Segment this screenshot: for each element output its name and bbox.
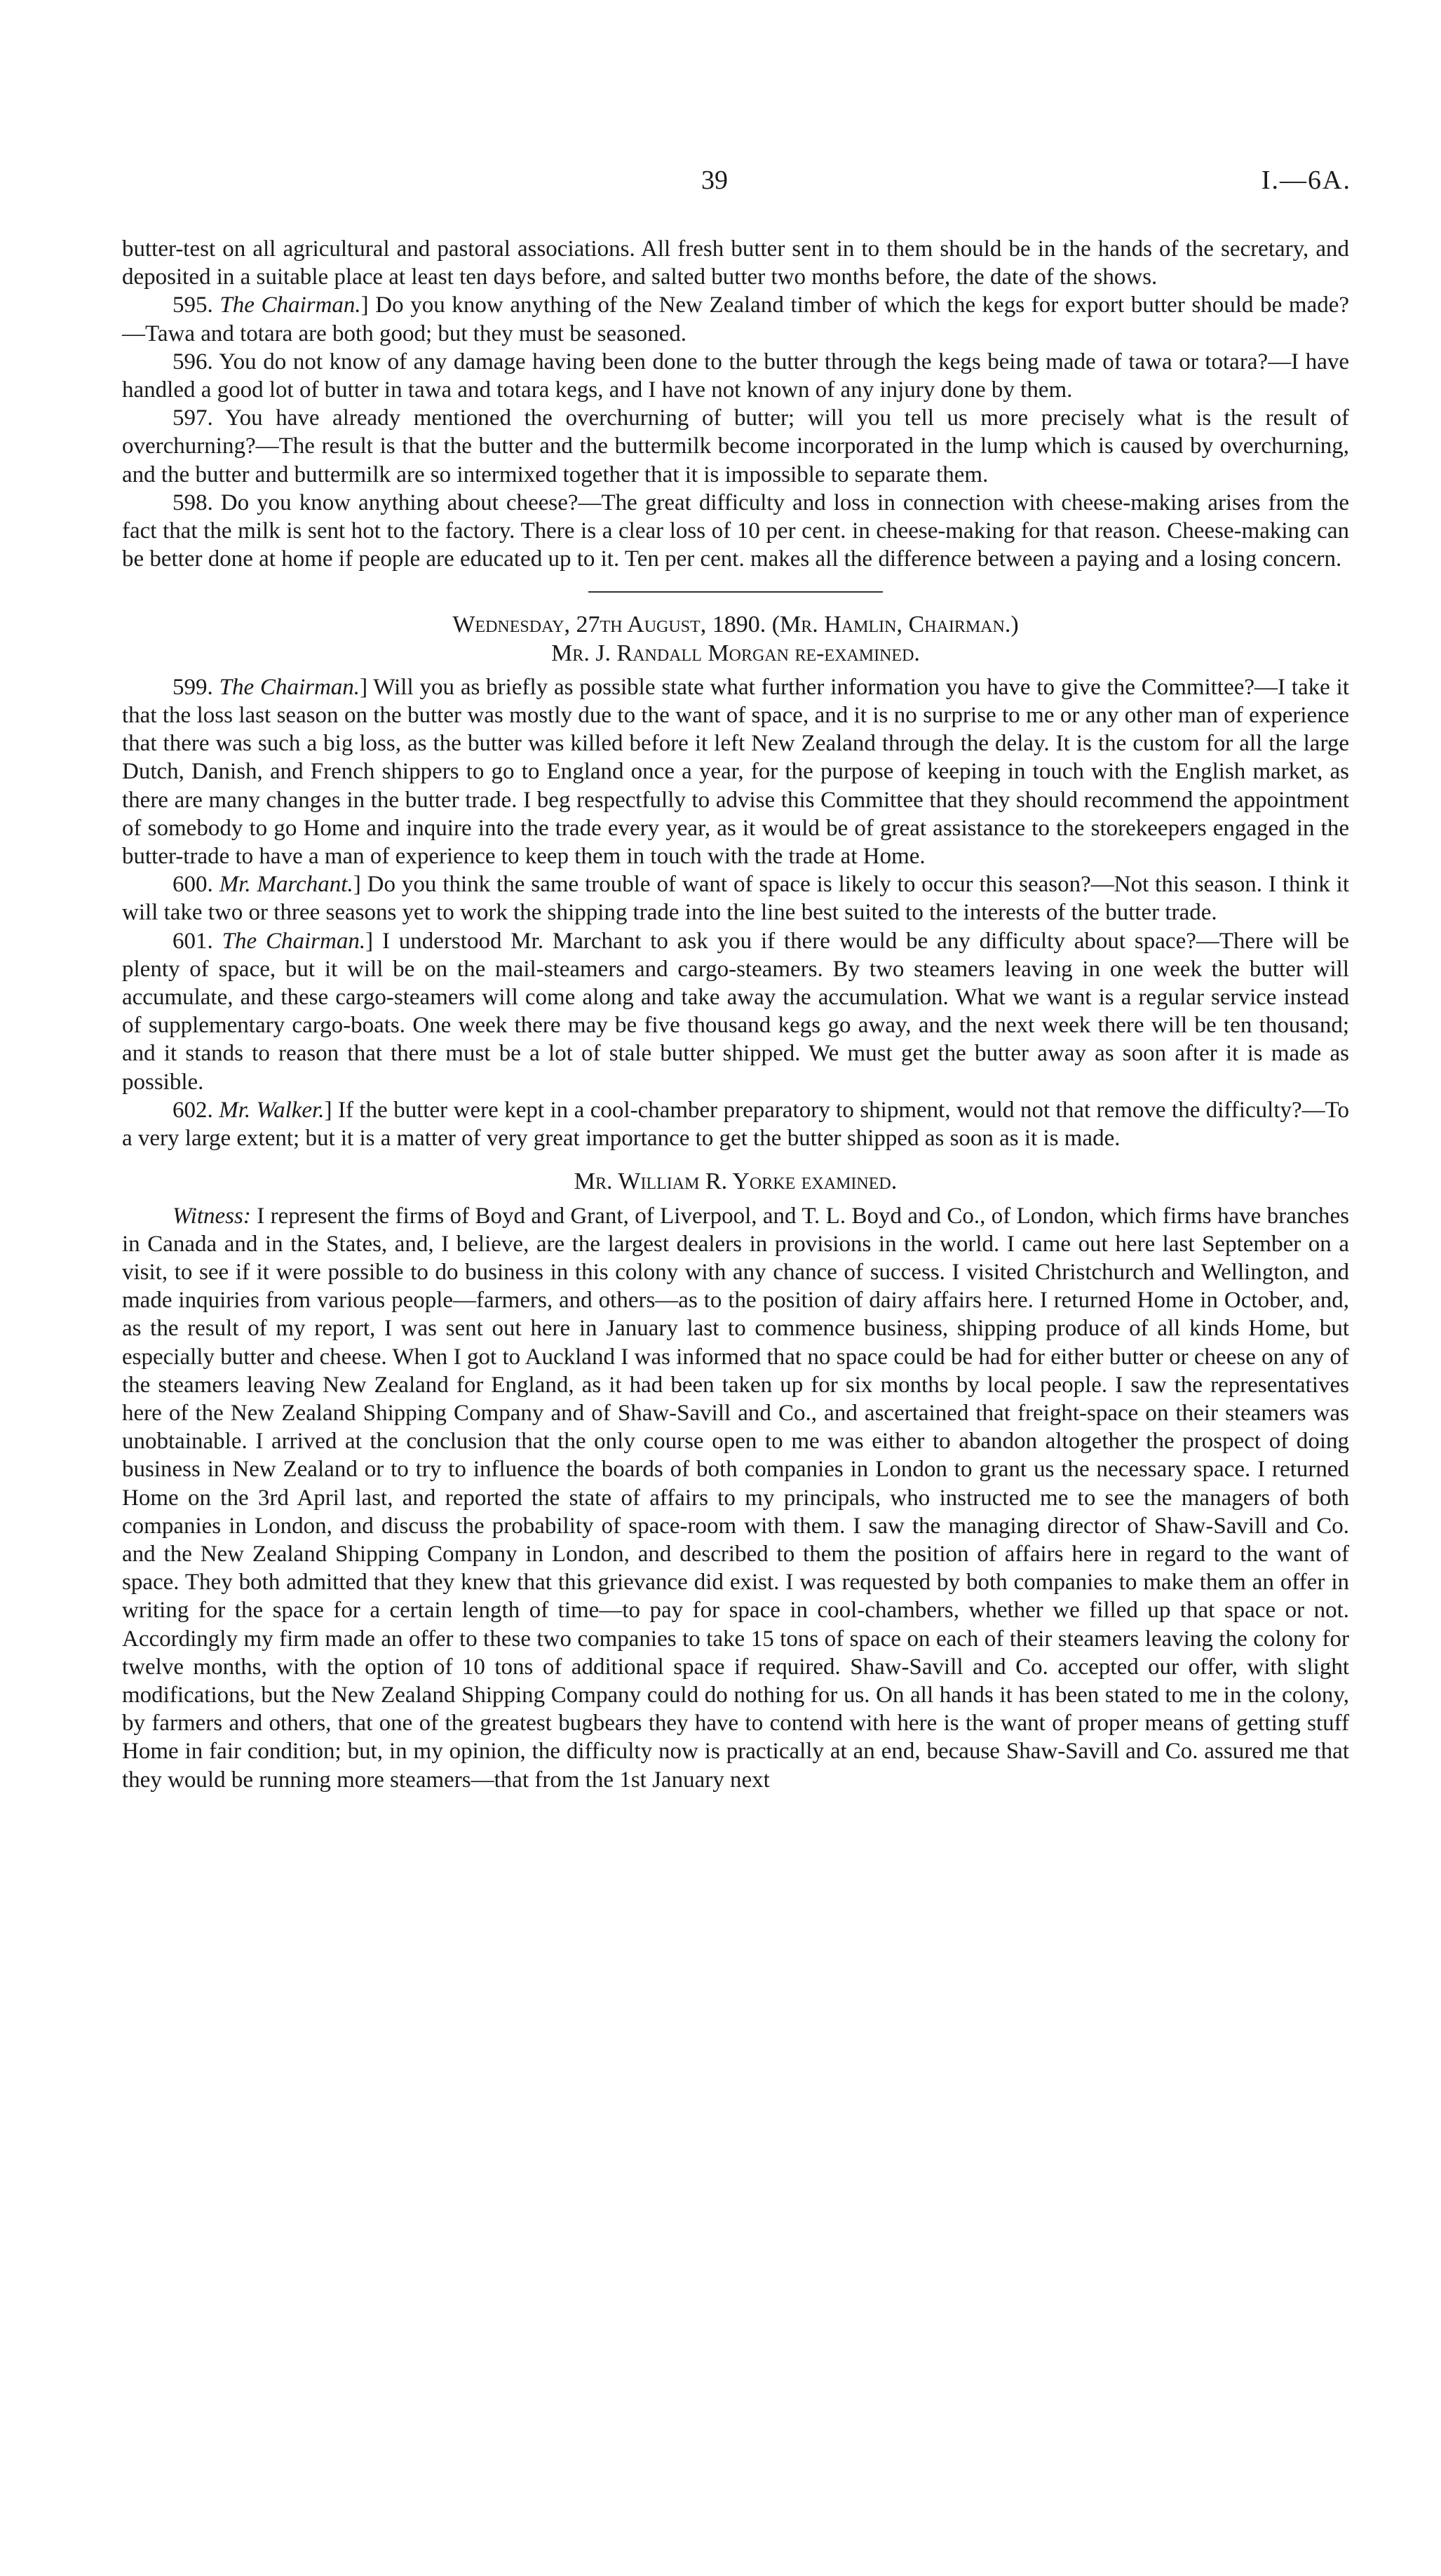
question-595 <box>122 291 1349 347</box>
question-596: 596. You do not know of any damage having been done to the butter through the kegs being made of tawa or totara?—I have handled a good lot of butter in tawa and totara kegs, and I have not known of any injury done by them. <box>122 349 1349 403</box>
second-witness-heading: Mr. William R. Yorke examined. <box>574 1168 898 1195</box>
question-text: ] Will you as briefly as possible state what further information you have to give the Committee?—I take it that the loss last season on the butter was mostly due to the want of space, and it is no surprise to me or any other man of experience that there was such a big loss, as the butter was killed before it left New Zealand through the delay. It is the custom for all the large Dutch, Danish, and French shippers to go to England once a year, for the purpose of keeping in touch with the English market, as there are many changes in the butter trade. I beg respectfully to advise this Committee that they should recommend the appointment of somebody to go Home and inquire into the trade every year, as it would be of great assistance to the storekeepers engaged in the butter-trade to have a man of experience to keep them in touch with the trade at Home. <box>122 674 1350 870</box>
question-599 <box>122 673 1349 870</box>
question-number: 599. <box>172 674 213 700</box>
question-text: ] I understood Mr. Marchant to ask you if there would be any difficulty about space?—There will be plenty of space, but it will be on the mail-steamers and cargo-steamers. By two steamers leaving in one week the butter will accumulate, and these cargo-steamers will come along and take away the accumulation. What we want is a regular service instead of supplementary cargo-boats. One week there may be five thousand kegs go away, and the next week there will be ten thousand; and it stands to reason that there must be a lot of stale butter shipped. We must get the butter away as soon after it is made as possible. <box>122 928 1350 1095</box>
speaker: Mr. Marchant. <box>219 872 353 898</box>
witness-statement-text: I represent the firms of Boyd and Grant, of Liverpool, and T. L. Boyd and Co., of London, which firms have branches in Canada and in the States, and, I believe, are the largest dealers in provisions in the world. I came out here last September on a visit, to see if it were possible to do business in this colony with any chance of success. I visited Christchurch and Wellington, and made inquiries from various people—farmers, and others—as to the position of dairy affairs here. I returned Home in October, and, as the result of my report, I was sent out here in January last to commence business, shipping produce of all kinds Home, but especially butter and cheese. When I got to Auckland I was informed that no space could be had for either butter or cheese on any of the steamers leaving New Zealand for England, as it had been taken up for six months by local people. I saw the representatives here of the New Zealand Shipping Company and of Shaw-Savill and Co., and ascertained that freight-space on their steamers was unobtainable. I arrived at the conclusion that the only course open to me was either to abandon altogether the prospect of doing business in New Zealand or to try to influence the boards of both companies in London to grant us the necessary space. I returned Home on the 3rd April last, and reported the state of affairs to my principals, who instructed me to see the managers of both companies in London, and discuss the probability of space-room with them. I saw the managing director of Shaw-Savill and Co. and the New Zealand Shipping Company in London, and described to them the position of affairs here in regard to the want of space. They both admitted that they knew that this grievance did exist. I was requested by both companies to make them an offer in writing for the space for a certain length of time—to pay for space in cool-chambers, whether we filled up that space or not. Accordingly my firm made an offer to these two companies to take 15 tons of space on each of their steamers leaving the colony for twelve months, with the option of 10 tons of additional space if required. Shaw-Savill and Co. accepted our offer, with slight modifications, but the New Zealand Shipping Company could do nothing for us. On all hands it has been stated to me in the colony, by farmers and others, that one of the greatest bugbears they have to contend with here is the want of proper means of getting stuff Home in fair condition; but, in my opinion, the difficulty now is practically at an end, because Shaw-Savill and Co. assured me that they would be running more steamers—that from the 1st January next <box>122 1203 1349 1793</box>
question-number: 601. <box>172 928 213 954</box>
session-date-heading: Wednesday, 27th August, 1890. (Mr. Hamlin, Chairman.) <box>452 612 1019 638</box>
question-597: 597. You have already mentioned the overchurning of butter; will you tell us more precisely what is the result of overchurning?—The result is that the butter and the buttermilk become incorporated in the lump which is caused by overchurning, and the butter and buttermilk are so intermixed together that it is impossible to separate them. <box>122 405 1349 487</box>
page-header <box>0 165 1441 207</box>
question-number: 595. <box>172 292 213 318</box>
document-reference: I.—6A. <box>1261 166 1351 195</box>
question-601 <box>122 927 1349 1096</box>
speaker: The Chairman. <box>219 292 361 318</box>
witness-heading: Mr. J. Randall Morgan re-examined. <box>551 640 920 666</box>
question-598: 598. Do you know anything about cheese?—The great difficulty and loss in connection with cheese-making arises from the fact that the milk is sent hot to the factory. There is a clear loss of 10 per cent. in cheese-making for that reason. Cheese-making can be better done at home if people are educated up to it. Ten per cent. makes all the difference between a paying and a losing concern. <box>122 490 1349 572</box>
witness-label: Witness: <box>172 1203 251 1229</box>
page-number: 39 <box>701 166 728 195</box>
speaker: The Chairman. <box>222 928 366 954</box>
question-text: ] If the butter were kept in a cool-chamber preparatory to shipment, would not that remove the difficulty?—To a very large extent; but it is a matter of very great importance to get the butter shipped as soon as it is made. <box>122 1097 1350 1152</box>
speaker: The Chairman. <box>219 674 360 700</box>
question-number: 602. <box>172 1097 213 1123</box>
question-602 <box>122 1096 1349 1152</box>
question-text: ] Do you think the same trouble of want of space is likely to occur this season?—Not this season. I think it will take two or three seasons yet to work the shipping trade into the line best suited to the interests of the butter trade. <box>122 872 1349 926</box>
document-body <box>122 235 1349 1794</box>
question-text: ] Do you know anything of the New Zealand timber of which the kegs for export butter should be made?—Tawa and totara are both good; but they must be seasoned. <box>122 292 1350 346</box>
question-600 <box>122 870 1349 926</box>
continuation-paragraph: butter-test on all agricultural and pastoral associations. All fresh butter sent in to them should be in the hands of the secretary, and deposited in a suitable place at least ten days before, and salted butter two months before, the date of the shows. <box>122 236 1349 290</box>
question-number: 600. <box>172 872 213 898</box>
spacer <box>122 1152 1349 1168</box>
section-divider <box>588 591 883 593</box>
speaker: Mr. Walker. <box>219 1097 325 1123</box>
witness-statement <box>122 1202 1349 1794</box>
